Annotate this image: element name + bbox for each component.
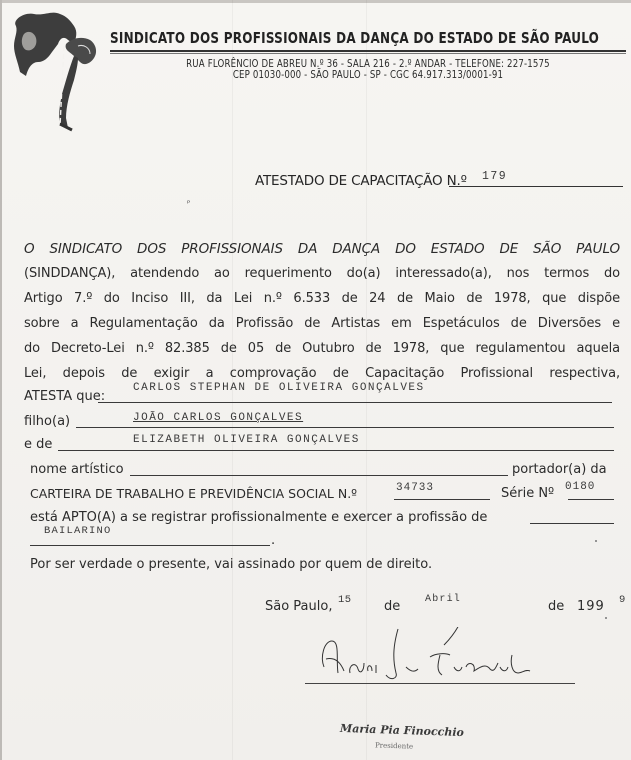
certificate-title: ATESTADO DE CAPACITAÇÃO N.º xyxy=(255,173,467,189)
filho-value: JOÃO CARLOS GONÇALVES xyxy=(133,412,304,424)
page-edge xyxy=(0,0,631,3)
address-line: CEP 01030-000 - SÃO PAULO - SP - CGC 64.917.313/0001-91 xyxy=(232,69,504,81)
serie-value: 0180 xyxy=(565,481,596,493)
signatory-stamp-title: Presidente xyxy=(374,741,414,751)
date-year-suffix: 9 xyxy=(619,594,627,606)
letterhead-rule xyxy=(110,53,626,54)
body-line: (SINDDANÇA), atendendo ao requerimento do(a) interessado(a), nos termos do xyxy=(24,266,620,281)
certificate-number: 179 xyxy=(482,170,508,183)
handwritten-signature xyxy=(310,627,580,685)
page-edge xyxy=(0,0,2,760)
closing-statement: Por ser verdade o presente, vai assinado por quem de direito. xyxy=(30,557,433,572)
speck xyxy=(605,617,607,619)
mae-value: ELIZABETH OLIVEIRA GONÇALVES xyxy=(133,434,360,446)
mae-line xyxy=(58,450,614,451)
organization-name: SINDICATO DOS PROFISSIONAIS DA DANÇA DO ESTADO DE SÃO PAULO xyxy=(110,29,600,47)
date-month: Abril xyxy=(425,594,462,605)
body-line: Lei, depois de exigir a comprovação de Capacitação Profissional respectiva, xyxy=(24,366,620,381)
atesta-value: CARLOS STEPHAN DE OLIVEIRA GONÇALVES xyxy=(133,382,425,394)
profissao-line xyxy=(530,523,614,524)
letterhead-rule xyxy=(110,50,626,52)
atesta-line xyxy=(98,402,612,403)
date-de-2: de xyxy=(548,599,565,614)
signature-line xyxy=(305,683,575,684)
date-year-prefix: 199 xyxy=(577,599,605,614)
stray-mark: ᴾ xyxy=(187,199,191,208)
address-line: RUA FLORÊNCIO DE ABREU N.º 36 - SALA 216 - 2.º ANDAR - TELEFONE: 227-1575 xyxy=(186,58,550,70)
nome-artistico-line xyxy=(130,475,508,476)
speck xyxy=(595,540,597,542)
signatory-stamp-name: Maria Pia Finocchio xyxy=(339,721,465,740)
date-day: 15 xyxy=(338,594,352,606)
apto-label: está APTO(A) a se registrar profissionalmente e exercer a profissão de xyxy=(30,510,488,525)
serie-line xyxy=(568,499,614,500)
body-line: O SINDICATO DOS PROFISSIONAIS DA DANÇA DO ESTADO DE SÃO PAULO xyxy=(24,241,620,257)
body-line: Artigo 7.º do Inciso III, da Lei n.º 6.533 de 24 de Maio de 1978, que dispõe xyxy=(24,291,620,306)
portador-label: portador(a) da xyxy=(512,462,607,477)
dancer-logo-icon xyxy=(4,6,104,134)
profissao-continuation-line xyxy=(30,545,270,546)
trailing-period: . xyxy=(271,533,276,548)
filho-label: filho(a) xyxy=(24,414,71,429)
atesta-label: ATESTA que: xyxy=(24,389,106,404)
serie-label: Série Nº xyxy=(501,486,555,501)
body-line: do Decreto-Lei n.º 82.385 de 05 de Outubro de 1978, que regulamentou aquela xyxy=(24,341,620,356)
date-city-label: São Paulo, xyxy=(265,599,333,614)
certificate-number-line xyxy=(449,186,623,187)
date-de-1: de xyxy=(384,599,401,614)
ctps-line xyxy=(394,499,490,500)
ctps-label: CARTEIRA DE TRABALHO E PREVIDÊNCIA SOCIAL N.º xyxy=(30,486,358,501)
body-line: sobre a Regulamentação da Profissão de Artistas em Espetáculos de Diversões e xyxy=(24,316,620,331)
mae-label: e de xyxy=(24,437,53,452)
filho-line xyxy=(76,427,614,428)
profissao-value: BAILARINO xyxy=(44,525,112,537)
nome-artistico-label: nome artístico xyxy=(30,462,124,477)
ctps-value: 34733 xyxy=(396,482,435,494)
